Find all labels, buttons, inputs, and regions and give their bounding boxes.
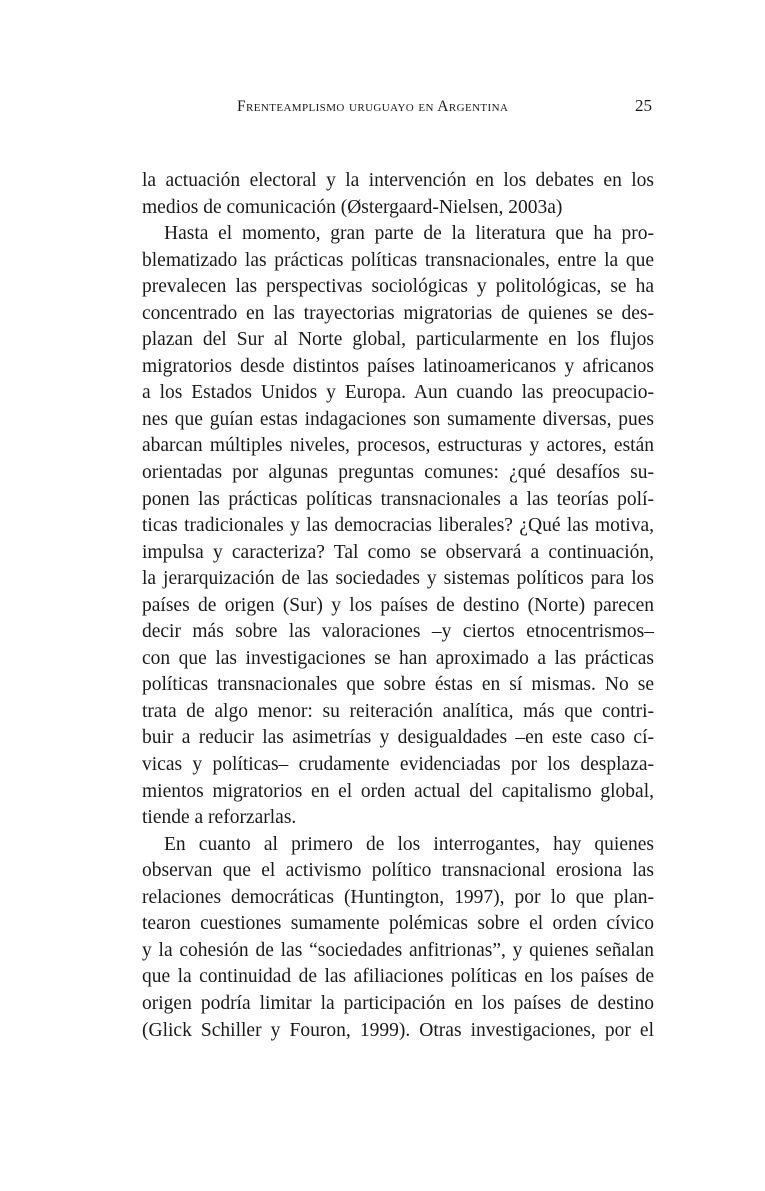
text-line: a los Estados Unidos y Europa. Aun cuando las preocupacio- (142, 382, 654, 404)
page-number: 25 (635, 96, 652, 115)
text-line: tiende a reforzarlas. (142, 807, 297, 829)
text-line: vicas y políticas– crudamente evidenciadas por los desplaza- (142, 754, 654, 776)
text-line: impulsa y caracteriza? Tal como se observará a continuación, (142, 541, 654, 563)
text-line: nes que guían estas indagaciones son sumamente diversas, pues (142, 408, 654, 430)
text-line: blematizado las prácticas políticas transnacionales, entre la que (142, 249, 654, 271)
text-line: buir a reducir las asimetrías y desigualdades –en este caso cí- (142, 727, 654, 749)
text-line: orientadas por algunas preguntas comunes: ¿qué desafíos su- (142, 462, 654, 484)
text-line: origen podría limitar la participación en los países de destino (142, 992, 654, 1014)
text-line: políticas transnacionales que sobre éstas en sí mismas. No se (142, 674, 654, 696)
text-line: mientos migratorios en el orden actual del capitalismo global, (142, 780, 654, 802)
text-line: decir más sobre las valoraciones –y ciertos etnocentrismos– (142, 621, 654, 643)
text-line: relaciones democráticas (Huntington, 1997), por lo que plan- (142, 886, 654, 908)
text-line: la actuación electoral y la intervención en los debates en los (142, 170, 654, 191)
text-line: ponen las prácticas políticas transnacionales a las teorías polí- (142, 488, 654, 510)
text-line: En cuanto al primero de los interrogantes, hay quienes (164, 833, 654, 855)
text-line: ticas tradicionales y las democracias liberales? ¿Qué las motiva, (142, 515, 654, 537)
text-line: concentrado en las trayectorias migratorias de quienes se des- (142, 302, 654, 324)
text-line: observan que el activismo político transnacional erosiona las (142, 860, 654, 882)
running-title: Frenteamplismo uruguayo en Argentina (237, 98, 509, 115)
text-line: países de origen (Sur) y los países de destino (Norte) parecen (142, 594, 654, 616)
text-line: la jerarquización de las sociedades y sistemas políticos para los (142, 568, 654, 590)
text-line: Hasta el momento, gran parte de la literatura que ha pro- (164, 223, 654, 245)
text-line: prevalecen las perspectivas sociológicas y politológicas, se ha (142, 276, 654, 298)
text-line: (Glick Schiller y Fouron, 1999). Otras investigaciones, por el (142, 1019, 654, 1041)
text-line: con que las investigaciones se han aproximado a las prácticas (142, 647, 654, 669)
text-line: plazan del Sur al Norte global, particularmente en los flujos (142, 329, 654, 351)
running-head (142, 98, 654, 122)
text-line: tearon cuestiones sumamente polémicas sobre el orden cívico (142, 913, 654, 935)
text-line: y la cohesión de las “sociedades anfitrionas”, y quienes señalan (142, 939, 654, 961)
text-line: abarcan múltiples niveles, procesos, estructuras y actores, están (142, 435, 654, 457)
body-text (142, 168, 654, 1044)
text-line: trata de algo menor: su reiteración analítica, más que contri- (142, 700, 654, 722)
text-line: medios de comunicación (Østergaard-Nielsen, 2003a) (142, 196, 563, 218)
text-line: que la continuidad de las afiliaciones políticas en los países de (142, 966, 654, 988)
text-line: migratorios desde distintos países latinoamericanos y africanos (142, 355, 654, 377)
